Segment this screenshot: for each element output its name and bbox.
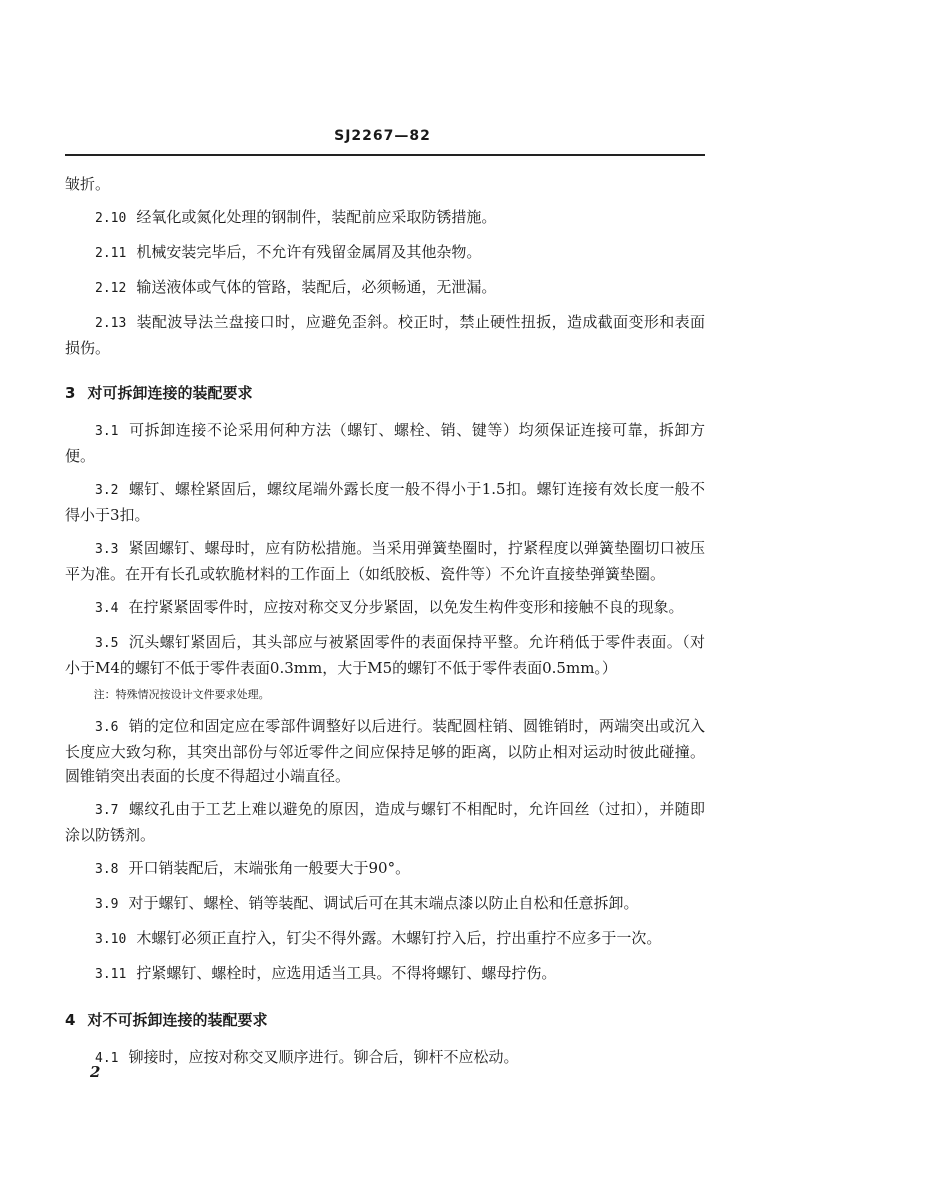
clause-3-7 xyxy=(65,797,705,847)
clause-3-3 xyxy=(65,536,705,586)
clause-text: 开口销装配后，末端张角一般要大于90°。 xyxy=(128,859,411,877)
paragraph-continuation xyxy=(65,172,705,196)
clause-number: 3.11 xyxy=(95,967,127,982)
document-body xyxy=(65,172,705,1080)
clause-number: 3.8 xyxy=(95,862,119,877)
clause-number: 2.12 xyxy=(95,281,127,296)
clause-3-11 xyxy=(65,961,705,987)
section-number: 4 xyxy=(65,1011,76,1029)
clause-number: 3.9 xyxy=(95,897,119,912)
clause-text: 装配波导法兰盘接口时，应避免歪斜。校正时，禁止硬性扭扳，造成截面变形和表面损伤。 xyxy=(65,313,705,357)
clause-text: 在拧紧紧固零件时，应按对称交叉分步紧固，以免发生构件变形和接触不良的现象。 xyxy=(128,598,684,616)
clause-number: 4.1 xyxy=(95,1051,119,1066)
clause-number: 3.5 xyxy=(95,636,119,651)
clause-number: 3.2 xyxy=(95,483,119,498)
clause-text: 销的定位和固定应在零部件调整好以后进行。装配圆柱销、圆锥销时，两端突出或沉入长度应大致匀称，其突出部份与邻近零件之间应保持足够的距离，以防止相对运动时彼此碰撞。圆锥销突出表面的长度不得超过小端直径。 xyxy=(65,717,705,785)
clause-text: 螺纹孔由于工艺上难以避免的原因，造成与螺钉不相配时，允许回丝（过扣），并随即涂以防锈剂。 xyxy=(65,800,705,844)
section-3-heading xyxy=(65,382,705,404)
clause-3-4 xyxy=(65,595,705,621)
clause-number: 2.10 xyxy=(95,211,127,226)
clause-2-10 xyxy=(65,205,705,231)
clause-text: 木螺钉必须正直拧入，钉尖不得外露。木螺钉拧入后，拧出重拧不应多于一次。 xyxy=(136,929,662,947)
clause-3-9 xyxy=(65,891,705,917)
page-number: 2 xyxy=(90,1063,101,1081)
section-4-heading xyxy=(65,1009,705,1031)
clause-3-1 xyxy=(65,418,705,468)
header-rule xyxy=(65,154,705,156)
clause-text: 螺钉、螺栓紧固后，螺纹尾端外露长度一般不得小于1.5扣。螺钉连接有效长度一般不得小于3扣。 xyxy=(65,480,705,524)
section-number: 3 xyxy=(65,384,76,402)
clause-number: 3.3 xyxy=(95,542,119,557)
clause-3-5 xyxy=(65,630,705,680)
clause-4-1 xyxy=(65,1045,705,1071)
clause-2-11 xyxy=(65,240,705,266)
clause-2-12 xyxy=(65,275,705,301)
clause-text: 拧紧螺钉、螺栓时，应选用适当工具。不得将螺钉、螺母拧伤。 xyxy=(136,964,557,982)
section-title: 对可拆卸连接的装配要求 xyxy=(87,384,253,402)
clause-text: 机械安装完毕后，不允许有残留金属屑及其他杂物。 xyxy=(136,243,482,261)
clause-text: 对于螺钉、螺栓、销等装配、调试后可在其末端点漆以防止自松和任意拆卸。 xyxy=(128,894,639,912)
clause-3-2 xyxy=(65,477,705,527)
document-code-header: SJ2267—82 xyxy=(334,128,431,144)
clause-number: 2.11 xyxy=(95,246,127,261)
clause-number: 3.7 xyxy=(95,803,119,818)
clause-number: 3.10 xyxy=(95,932,127,947)
clause-text: 铆接时，应按对称交叉顺序进行。铆合后，铆杆不应松动。 xyxy=(128,1048,519,1066)
clause-number: 3.1 xyxy=(95,424,119,439)
clause-number: 3.4 xyxy=(95,601,119,616)
clause-3-10 xyxy=(65,926,705,952)
note-text: 注：特殊情况按设计文件要求处理。 xyxy=(93,688,270,701)
clause-3-8 xyxy=(65,856,705,882)
clause-number: 3.6 xyxy=(95,720,119,735)
clause-text: 沉头螺钉紧固后，其头部应与被紧固零件的表面保持平整。允许稍低于零件表面。（对小于M4的螺钉不低于零件表面0.3mm，大于M5的螺钉不低于零件表面0.5mm。） xyxy=(65,633,705,677)
clause-3-6 xyxy=(65,714,705,788)
clause-text: 经氧化或氮化处理的钢制件，装配前应采取防锈措施。 xyxy=(136,208,497,226)
clause-2-13 xyxy=(65,310,705,360)
clause-text: 输送液体或气体的管路，装配后，必须畅通，无泄漏。 xyxy=(136,278,497,296)
section-title: 对不可拆卸连接的装配要求 xyxy=(87,1011,268,1029)
clause-number: 2.13 xyxy=(95,316,127,331)
clause-text: 紧固螺钉、螺母时，应有防松措施。当采用弹簧垫圈时，拧紧程度以弹簧垫圈切口被压平为准。在开有长孔或软脆材料的工作面上（如纸胶板、瓷件等）不允许直接垫弹簧垫圈。 xyxy=(65,539,705,583)
paragraph-text: 皱折。 xyxy=(65,175,111,193)
clause-text: 可拆卸连接不论采用何种方法（螺钉、螺栓、销、键等）均须保证连接可靠，拆卸方便。 xyxy=(65,421,705,465)
